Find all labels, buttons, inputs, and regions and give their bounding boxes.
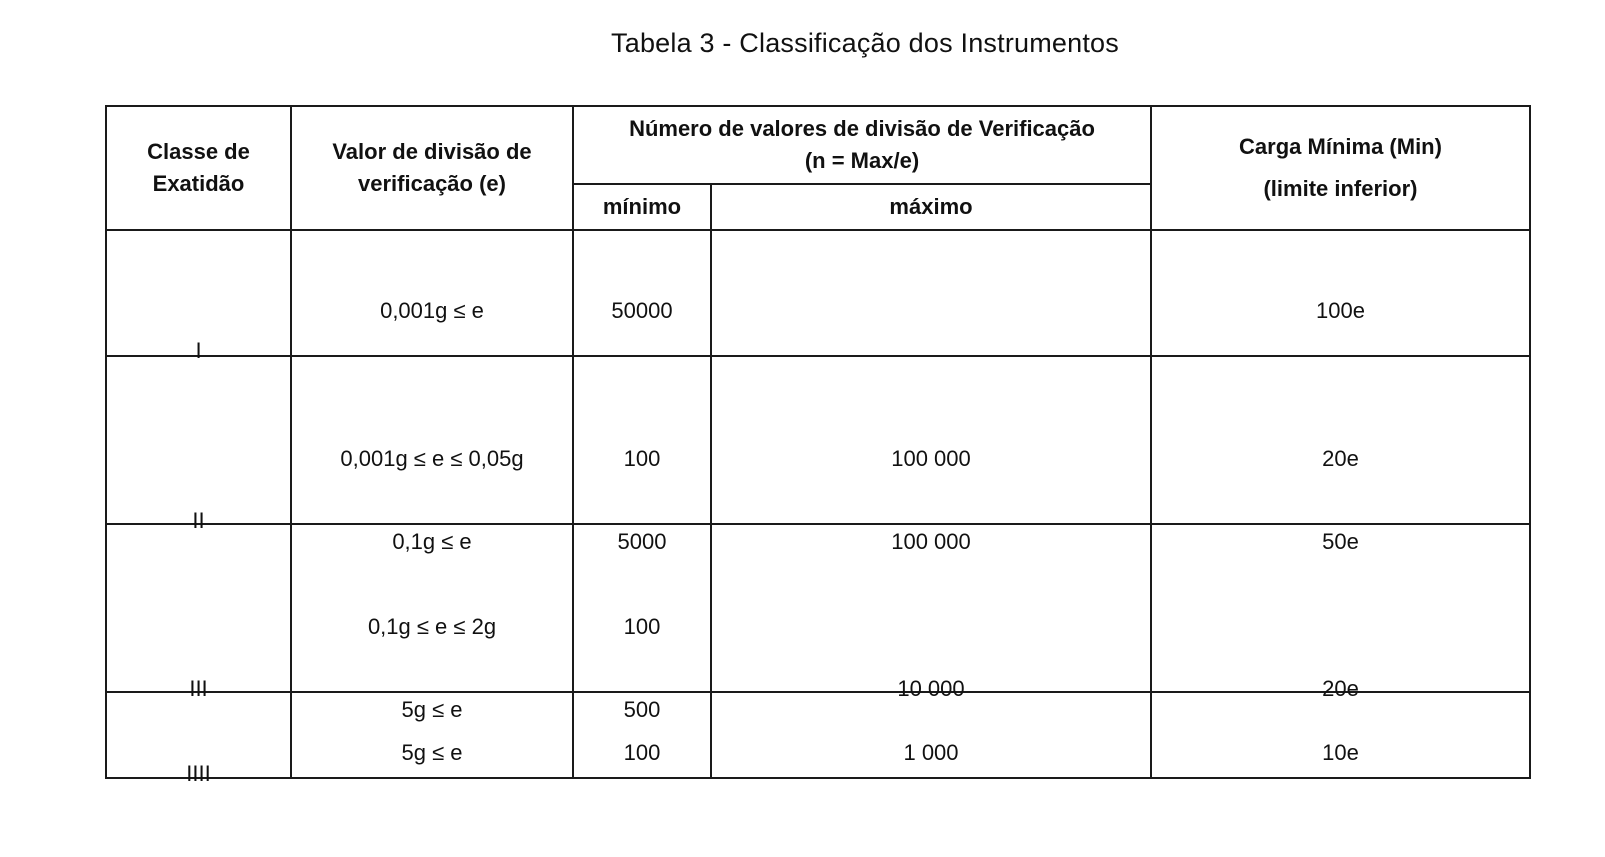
carga-cell [1151, 356, 1530, 554]
maximo-cell [711, 692, 1151, 778]
maximo-value: 100 000 [891, 446, 971, 471]
carga-value: 20e [1322, 446, 1359, 471]
header-classe [106, 106, 291, 230]
maximo-value: 100 000 [891, 529, 971, 554]
header-maximo: máximo [711, 184, 1151, 230]
classe-cell [106, 524, 291, 701]
classe-value: II [192, 508, 205, 533]
valor-value: 5g ≤ e [401, 740, 463, 765]
classification-table [105, 105, 1531, 786]
valor-cell [291, 356, 573, 554]
classe-cell [106, 356, 291, 533]
carga-value: 20e [1322, 676, 1359, 701]
valor-value: 0,1g ≤ e [392, 529, 472, 554]
classe-value: IIII [186, 761, 211, 786]
valor-value: 0,1g ≤ e ≤ 2g [367, 614, 497, 639]
minimo-value: 50000 [611, 298, 673, 323]
header-classe-line1: Classe de [147, 139, 250, 164]
carga-cell [1151, 692, 1530, 778]
header-numero-line2: (n = Max/e) [804, 148, 920, 173]
maximo-cell [711, 230, 1151, 356]
minimo-cell [573, 356, 711, 554]
classe-value: III [189, 676, 208, 701]
minimo-value: 100 [623, 446, 661, 471]
header-classe-line2: Exatidão [152, 171, 245, 196]
classe-cell [106, 230, 291, 363]
header-carga [1151, 106, 1530, 230]
maximo-cell [711, 356, 1151, 554]
carga-value: 10e [1322, 740, 1359, 765]
minimo-value: 100 [623, 614, 661, 639]
header-numero-line1: Número de valores de divisão de Verificação [629, 116, 1095, 141]
minimo-value: 100 [623, 740, 661, 765]
carga-cell [1151, 230, 1530, 356]
minimo-value: 5000 [617, 529, 667, 554]
valor-cell [291, 230, 573, 356]
table-title: Tabela 3 - Classificação dos Instrumentos [611, 28, 1119, 58]
header-valor-line1: Valor de divisão de [332, 139, 532, 164]
header-valor [291, 106, 573, 230]
header-numero [573, 106, 1151, 184]
header-valor-line2: verificação (e) [358, 171, 506, 196]
header-carga-line2: (limite inferior) [1263, 176, 1418, 201]
minimo-cell [573, 230, 711, 356]
classe-value: I [195, 338, 202, 363]
header-minimo: mínimo [573, 184, 711, 230]
maximo-value: 1 000 [903, 740, 959, 765]
valor-value: 0,001g ≤ e ≤ 0,05g [340, 446, 524, 471]
carga-value: 100e [1316, 298, 1365, 323]
maximo-value: 10 000 [897, 676, 965, 701]
table-row [106, 356, 1530, 524]
carga-value: 50e [1322, 529, 1359, 554]
classe-cell [106, 692, 291, 786]
header-carga-line1: Carga Mínima (Min) [1239, 134, 1442, 159]
minimo-value: 500 [623, 697, 661, 722]
valor-value: 0,001g ≤ e [380, 298, 484, 323]
valor-value: 5g ≤ e [401, 697, 463, 722]
table-row [106, 230, 1530, 356]
